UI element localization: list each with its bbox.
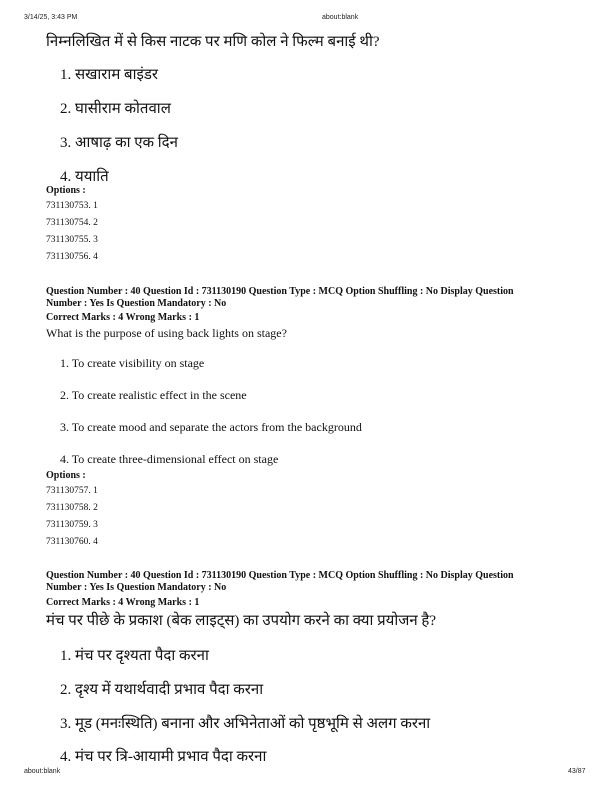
option-id: 731130759. 3 (46, 520, 98, 530)
option-id: 731130754. 2 (46, 218, 98, 228)
options-label: Options : (46, 470, 86, 481)
option-id: 731130757. 1 (46, 486, 98, 496)
print-url: about:blank (322, 14, 359, 21)
option-3: 3. मूड (मनःस्थिति) बनाना और अभिनेताओं को पृष्ठभूमि से अलग करना (60, 716, 431, 732)
option-id: 731130760. 4 (46, 537, 98, 547)
option-4: 4. मंच पर त्रि-आयामी प्रभाव पैदा करना (60, 749, 267, 765)
option-id: 731130756. 4 (46, 252, 98, 262)
option-3: 3. To create mood and separate the actors from the background (60, 420, 362, 434)
question-meta-line: Question Number : 40 Question Id : 731130190 Question Type : MCQ Option Shuffling : No Display Question (46, 286, 514, 297)
option-3: 3. आषाढ़ का एक दिन (60, 135, 178, 151)
option-2: 2. To create realistic effect in the scene (60, 388, 247, 402)
page-number: 43/87 (568, 768, 586, 775)
question-text: What is the purpose of using back lights on stage? (46, 326, 287, 340)
print-datetime: 3/14/25, 3:43 PM (24, 14, 78, 21)
option-2: 2. दृश्य में यथार्थवादी प्रभाव पैदा करना (60, 682, 264, 698)
marks-line: Correct Marks : 4 Wrong Marks : 1 (46, 312, 200, 323)
option-4: 4. To create three-dimensional effect on stage (60, 452, 279, 466)
option-1: 1. सखाराम बाइंडर (60, 67, 159, 83)
option-id: 731130753. 1 (46, 201, 98, 211)
options-label: Options : (46, 185, 86, 196)
option-2: 2. घासीराम कोतवाल (60, 101, 171, 117)
option-id: 731130758. 2 (46, 503, 98, 513)
marks-line: Correct Marks : 4 Wrong Marks : 1 (46, 597, 200, 608)
question-text: निम्नलिखित में से किस नाटक पर मणि कोल ने फिल्म बनाई थी? (46, 34, 380, 50)
option-1: 1. मंच पर दृश्यता पैदा करना (60, 648, 209, 664)
footer-url: about:blank (24, 768, 61, 775)
question-text: मंच पर पीछे के प्रकाश (बेक लाइट्स) का उपयोग करने का क्या प्रयोजन है? (46, 613, 437, 629)
option-id: 731130755. 3 (46, 235, 98, 245)
option-1: 1. To create visibility on stage (60, 356, 205, 370)
option-4: 4. ययाति (60, 169, 109, 185)
question-meta-line: Number : Yes Is Question Mandatory : No (46, 582, 227, 593)
question-meta-line: Number : Yes Is Question Mandatory : No (46, 298, 227, 309)
question-meta-line: Question Number : 40 Question Id : 731130190 Question Type : MCQ Option Shuffling : No Display Question (46, 570, 514, 581)
